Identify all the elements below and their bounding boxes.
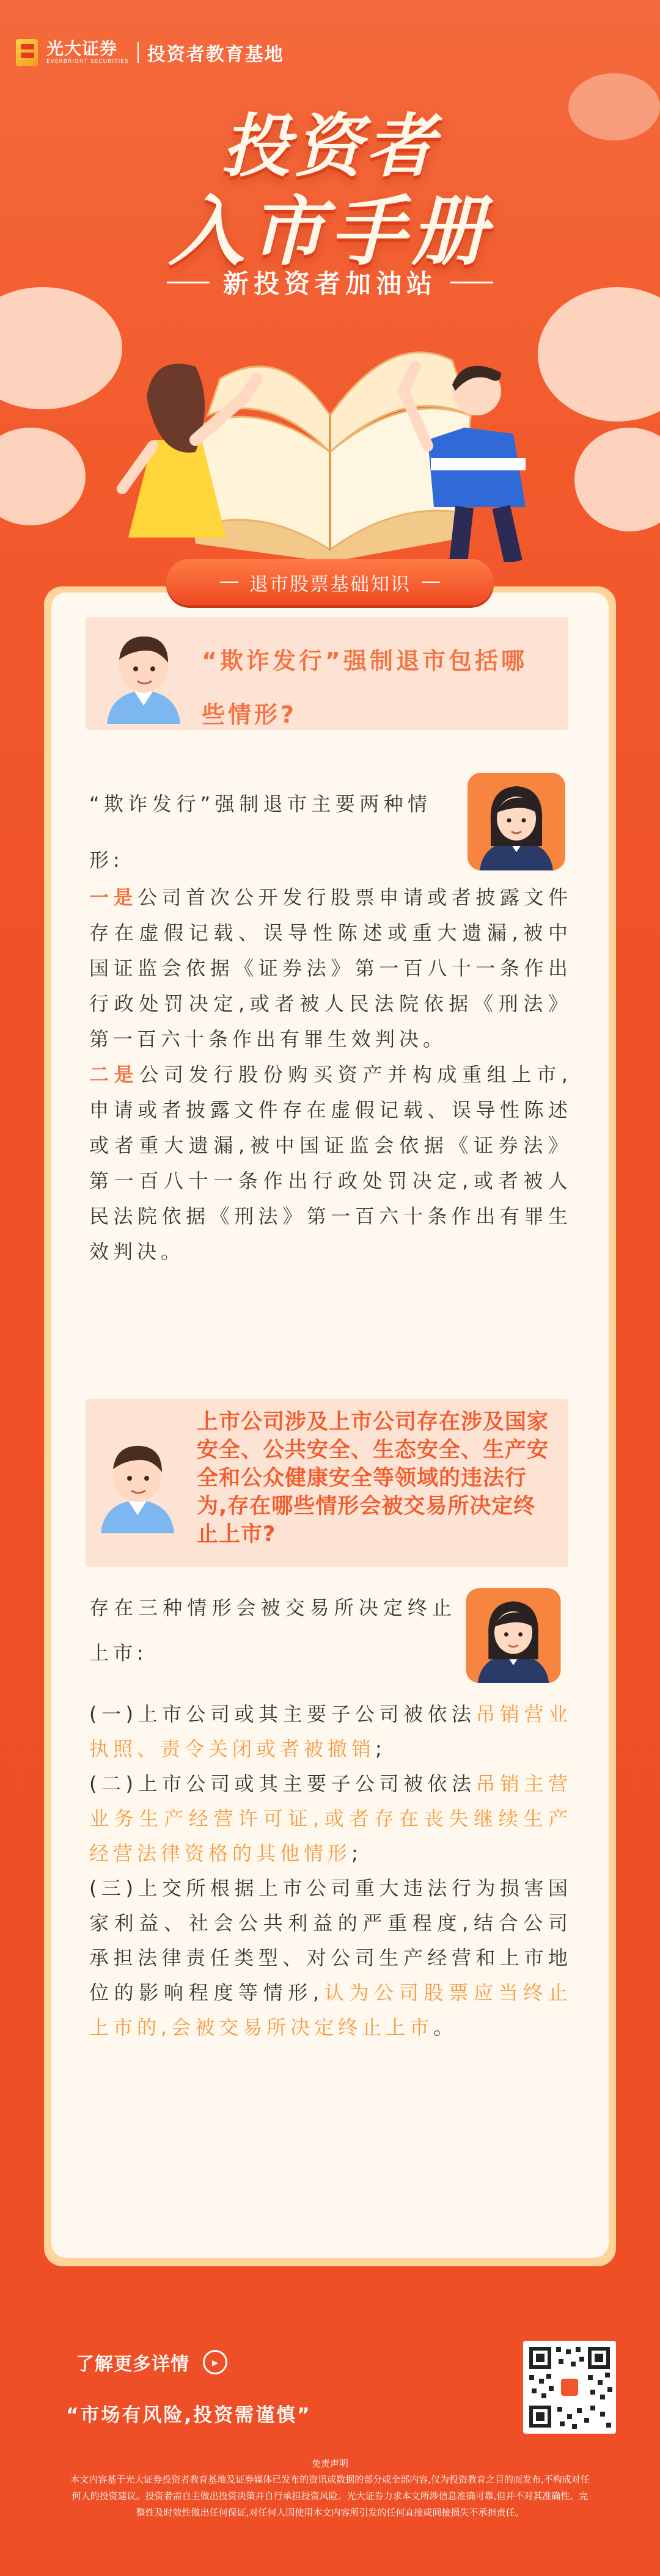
case-1-lead: 一是 bbox=[89, 886, 138, 909]
brand-name bbox=[46, 40, 129, 65]
section-2-body bbox=[89, 1697, 572, 2045]
item-3-text: (三)上交所根据上市公司重大违法行为损害国家利益、社会公共利益的严重程度,结合公司承担法律责任类型、对公司生产经营和上市地位的影响程度等情形, bbox=[89, 1877, 572, 2004]
boy-avatar-icon bbox=[92, 1432, 183, 1533]
divider bbox=[167, 282, 210, 283]
case-1-text: 公司首次公开发行股票申请或者披露文件存在虚假记载、误导性陈述或重大遗漏,被中国证监会依据《证券法》第一百八十一条作出行政处罚决定,或者被人民法院依据《刑法》第一百六十条作出有罪生效判决。 bbox=[89, 886, 572, 1051]
section-banner bbox=[166, 559, 494, 605]
risk-warning: “市场有风险,投资需谨慎” bbox=[66, 2404, 312, 2426]
question-1-title: “欺诈发行”强制退市包括哪些情形? bbox=[202, 648, 527, 728]
hero-subtitle: 新投资者加油站 bbox=[222, 269, 437, 299]
play-arrow-icon: ▸ bbox=[203, 2350, 227, 2374]
divider bbox=[450, 282, 493, 283]
learn-more-link[interactable] bbox=[76, 2349, 227, 2376]
section-2-intro bbox=[89, 1585, 456, 1676]
case-2-text: 公司发行股份购买资产并构成重组上市,申请或者披露文件存在虚假记载、误导性陈述或者重大遗漏,被中国证监会依据《证券法》第一百八十一条作出行政处罚决定,或者被人民法院依据《刑法》第一百六十条作出有罪生效判决。 bbox=[89, 1063, 572, 1263]
item-2-end: ; bbox=[351, 1842, 362, 1865]
item-3-end: 。 bbox=[433, 2016, 458, 2039]
brand-header bbox=[16, 35, 284, 70]
brand-logo-icon bbox=[16, 39, 38, 66]
item-1-end: ; bbox=[375, 1737, 386, 1761]
intro-text: 存在三种情形会被交易所决定终止上市: bbox=[89, 1596, 456, 1665]
girl-avatar-icon bbox=[468, 773, 565, 870]
item-1-text: (一)上市公司或其主要子公司被依法 bbox=[89, 1702, 476, 1726]
divider bbox=[422, 582, 440, 583]
hero-title-line2: 入市手册 bbox=[168, 188, 491, 276]
intro-text: “欺诈发行”强制退市主要两种情形: bbox=[89, 792, 431, 872]
item-2-text: (二)上市公司或其主要子公司被依法 bbox=[89, 1772, 476, 1795]
disclaimer-title: 免责声明 bbox=[311, 2458, 348, 2469]
section-1-body bbox=[89, 880, 572, 1269]
divider bbox=[220, 582, 238, 583]
brand-subtitle: 投资者教育基地 bbox=[147, 44, 284, 65]
item-3-highlight: 认为公司股票应当终止上市的,会被交易所决定终止上市 bbox=[89, 1981, 572, 2039]
girl-avatar-icon bbox=[464, 1588, 562, 1683]
hero-subtitle-row bbox=[0, 264, 660, 301]
section-banner-label: 退市股票基础知识 bbox=[249, 573, 411, 596]
brand-name-en: EVERBRIGHT SECURITIES bbox=[46, 59, 129, 65]
hero-illustration bbox=[0, 305, 660, 562]
section-1-intro bbox=[89, 776, 431, 888]
item-2-highlight: 吊销主营业务生产经营许可证,或者存在丧失继续生产经营法律资格的其他情形 bbox=[89, 1772, 572, 1865]
brand-divider bbox=[138, 42, 139, 63]
hero-title-line1: 投资者 bbox=[222, 107, 438, 186]
question-2-title: 上市公司涉及上市公司存在涉及国家安全、公共安全、生态安全、生产安全和公众健康安全等领域的违法行为,存在哪些情形会被交易所决定终止上市? bbox=[197, 1410, 549, 1547]
disclaimer-text: 本文内容基于光大证券投资者教育基地及证券媒体已发布的资讯或数据的部分或全部内容,仅为投资教育之目的而发布,不构成对任何人的投资建议。投资者需自主做出投资决策并自行承担投资风险。光大证券力求本文所涉信息准确可靠,但并不对其准确性、完整性及时效性做出任何保证,对任何人因使用本文内容所引发的任何直接或间接损失不承担责任。 bbox=[70, 2474, 590, 2518]
qr-code-icon[interactable] bbox=[523, 2341, 616, 2434]
brand-name-cn: 光大证券 bbox=[46, 38, 118, 59]
item-1-highlight: 吊销营业执照、责令关闭或者被撤销 bbox=[89, 1702, 572, 1761]
boy-avatar-icon bbox=[98, 623, 189, 724]
learn-more-label: 了解更多详情 bbox=[76, 2354, 189, 2375]
case-2-lead: 二是 bbox=[89, 1063, 139, 1086]
